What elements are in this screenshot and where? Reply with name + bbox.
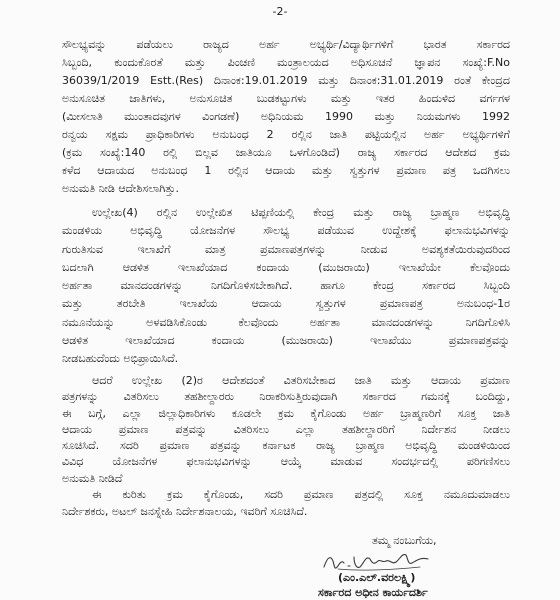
paragraph-line: ಈ ಬಗ್ಗೆ, ಎಲ್ಲಾ ಜಿಲ್ಲಾಧಿಕಾರಿಗಳು ಕೂಡಲೇ ಕ್ರಮ ಕೈಗೊಂಡು ಅರ್ಹ ಬ್ರಾಹ್ಮಣರಿಗೆ ಸೂಕ್ತ ಜಾತಿ	[62, 406, 510, 420]
paragraph-line: ನಮೂನೆಯನ್ನು ಅಳವಡಿಸಿಕೊಂಡು ಕೆಲವೊಂದು ಅರ್ಹತಾ ಮಾನದಂಡಗಳನ್ನು ನಿಗದಿಗೊಳಿಸಿ	[62, 315, 510, 329]
paragraph-line: ಆಡಳಿತ ಇಲಾಖೆಯಾದ ಕಂದಾಯ (ಮುಜರಾಯಿ) ಇಲಾಖೆಯು ಪ್ರಮಾಣಪತ್ರವನ್ನು	[62, 334, 510, 348]
paragraph-line: (ಮೀಸಲಾತಿ ಮುಂತಾದವುಗಳ ವಿಂಗಡಣೆ) ಅಧಿನಿಯಮ 1990 ಮತ್ತು ನಿಯಮಗಳು 1992	[62, 110, 510, 123]
paragraph-line: ಮತ್ತು ತರಬೇತಿ ಇಲಾಖೆಯ ಆದಾಯ ಸ್ವತ್ತುಗಳ ಪ್ರಮಾಣಪತ್ರ ಅನುಬಂಧ-1ರ	[62, 297, 510, 311]
closing-salutation: ತಮ್ಮ ನಂಬುಗೆಯ,	[372, 534, 437, 547]
page-number: -2-	[272, 5, 288, 18]
body-paragraph	[62, 36, 510, 198]
paragraph-line: ವಿವಿಧ ಯೋಜನೆಗಳ ಫಲಾನುಭವಿಗಳನ್ನು ಆಯ್ಕೆ ಮಾಡುವ ಸಂದರ್ಭದಲ್ಲಿ ಪರಿಗಣಿಸಲು	[62, 455, 510, 469]
paragraph-line: ರನ್ವಯ ಸಕ್ಷಮ ಪ್ರಾಧಿಕಾರಿಗಳು ಅನುಬಂಧ 2 ರಲ್ಲಿನ ಜಾತಿ ಪಟ್ಟಿಯಲ್ಲಿನ ಅರ್ಹ ಅಭ್ಯರ್ಥಿಗಳಿಗೆ	[62, 128, 510, 141]
signatory-name: (ಎಂ.ಎಲ್.ವರಲಕ್ಷ್ಮಿ)	[338, 571, 416, 584]
paragraph-line: ಕಳೆದ ಆದಾಯದ ಅನುಬಂಧ 1 ರಲ್ಲಿನ ಆದಾಯ ಮತ್ತು ಸ್ವತ್ತುಗಳ ಪ್ರಮಾಣ ಪತ್ರ ಒದಗಿಸಲು	[62, 164, 510, 177]
paragraph-line: (ಕ್ರಮ ಸಂಖ್ಯೆ:140 ರಲ್ಲಿ ಬಿಲ್ಲವ ಜಾತಿಯೂ ಒಳಗೊಂಡಿದೆ) ರಾಜ್ಯ ಸರ್ಕಾರದ ಆದೇಶದ ಕ್ರಮ	[62, 146, 510, 159]
paragraph-line: ಅರ್ಹತಾ ಮಾನದಂಡಗಳನ್ನು ನಿಗದಿಗೊಳಿಸಬೇಕಾಗಿದೆ. ಹಾಗೂ ಕೇಂದ್ರ ಸರ್ಕಾರದ ಸಿಬ್ಬಂದಿ	[62, 279, 510, 293]
paragraph-line: ಅನುಮತಿ ನೀಡಿದೆ	[62, 471, 123, 485]
paragraph-line: ಉಲ್ಲೇಖ(4) ರಲ್ಲಿನ ಉಲ್ಲೇಖಿತ ಟಿಪ್ಪಣಿಯಲ್ಲಿ ಕೇಂದ್ರ ಮತ್ತು ರಾಜ್ಯ ಬ್ರಾಹ್ಮಣ ಅಭಿವೃದ್ಧಿ	[92, 206, 510, 219]
paragraph-line: ಅನುಸೂಚಿತ ಜಾತಿಗಳು, ಅನುಸೂಚಿತ ಬುಡಕಟ್ಟುಗಳು ಮತ್ತು ಇತರ ಹಿಂದುಳಿದ ವರ್ಗಗಳ	[62, 92, 510, 105]
paragraph-line: ಆದಾಯ ಪ್ರಮಾಣ ಪತ್ರವನ್ನು ವಿತರಿಸಲು ಎಲ್ಲಾ ತಹಶೀಲ್ದಾರರಿಗೆ ನಿರ್ದೇಶನ ನೀಡಲು	[62, 422, 510, 436]
paragraph-line: 36039/1/2019 Estt.(Res) ದಿನಾಂಕ:19.01.2019 ಮತ್ತು ದಿನಾಂಕ:31.01.2019 ರಂತೆ ಕೇಂದ್ರದ	[62, 74, 510, 87]
paragraph-line: ನೀಡಬಹುದೆಂದು ಅಭಿಪ್ರಾಯಿಸಿದೆ.	[62, 352, 179, 366]
paragraph-line: ನಿರ್ದೇಶಕರು, ಅಟಲ್ ಜನಸ್ನೇಹಿ ನಿರ್ದೇಶನಾಲಯ, ಇವರಿಗೆ ಸೂಚಿಸಿದೆ.	[62, 505, 308, 518]
paragraph-line: ಸಿಬ್ಬಂದಿ, ಕುಂದುಕೊರತೆ ಮತ್ತು ಪಿಂಚಣಿ ಮಂತ್ರಾಲಯದ ಅಧಿಸೂಚನೆ ಜ್ಞಾಪನ ಸಂಖ್ಯೆ:F.No	[62, 56, 510, 69]
paragraph-line: ಅನುಮತಿ ನೀಡಿ ಆದೇಶಿಸಲಾಗಿತ್ತು.	[62, 182, 179, 195]
body-paragraph	[62, 373, 510, 487]
paragraph-line: ಸೂಚಿಸಿದೆ. ಸದರಿ ಪ್ರಮಾಣ ಪತ್ರವನ್ನು ಕರ್ನಾಟಕ ರಾಜ್ಯ ಬ್ರಾಹ್ಮಣ ಅಭಿವೃದ್ಧಿ ಮಂಡಳಿಯಿಂದ	[62, 439, 510, 453]
body-paragraph	[62, 204, 510, 369]
paragraph-line: ಈ ಕುರಿತು ಕ್ರಮ ಕೈಗೊಂಡು, ಸದರಿ ಪ್ರಮಾಣ ಪತ್ರದಲ್ಲಿ ಸೂಕ್ತ ನಮೂದುಮಾಡಲು	[92, 488, 510, 501]
signatory-designation: ಸರ್ಕಾರದ ಅಧೀನ ಕಾರ್ಯದರ್ಶಿ	[318, 586, 428, 599]
paragraph-line: ಗುರುತಿಸುವ ಇಲಾಖೆಗೆ ಮಾತ್ರ ಪ್ರಮಾಣಪತ್ರಗಳನ್ನು ನೀಡುವ ಅವಶ್ಯಕತೆಯಿರುವುದರಿಂದ	[62, 242, 510, 256]
paragraph-line: ಆದರೆ ಉಲ್ಲೇಖ (2)ರ ಆದೇಶದಂತೆ ವಿತರಿಸಬೇಕಾದ ಜಾತಿ ಮತ್ತು ಆದಾಯ ಪ್ರಮಾಣ	[92, 374, 510, 387]
paragraph-line: ಸೌಲಭ್ಯವನ್ನು ಪಡೆಯಲು ರಾಜ್ಯದ ಅರ್ಹ ಅಭ್ಯರ್ಥಿ/ವಿದ್ಯಾರ್ಥಿಗಳಿಗೆ ಭಾರತ ಸರ್ಕಾರದ	[62, 38, 510, 51]
body-paragraph	[62, 486, 510, 520]
paragraph-line: ಪತ್ರಗಳನ್ನು ವಿತರಿಸಲು ತಹಶೀಲ್ದಾರರು ನಿರಾಕರಿಸುತ್ತಿರುವುದಾಗಿ ಸರ್ಕಾರದ ಗಮನಕ್ಕೆ ಬಂದಿದ್ದು,	[62, 390, 510, 404]
paragraph-line: ಬದಲಾಗಿ ಆಡಳಿತ ಇಲಾಖೆಯಾದ ಕಂದಾಯ (ಮುಜರಾಯಿ) ಇಲಾಖೆಯೇ ಕೆಲವೊಂದು	[62, 260, 510, 274]
paragraph-line: ಮಂಡಳಿಯ ಅಭಿವೃದ್ಧಿ ಯೋಜನೆಗಳ ಸೌಲಭ್ಯ ಪಡೆಯುವ ಉದ್ದೇಶಕ್ಕೆ ಫಲಾನುಭವಿಗಳನ್ನು	[62, 224, 510, 238]
